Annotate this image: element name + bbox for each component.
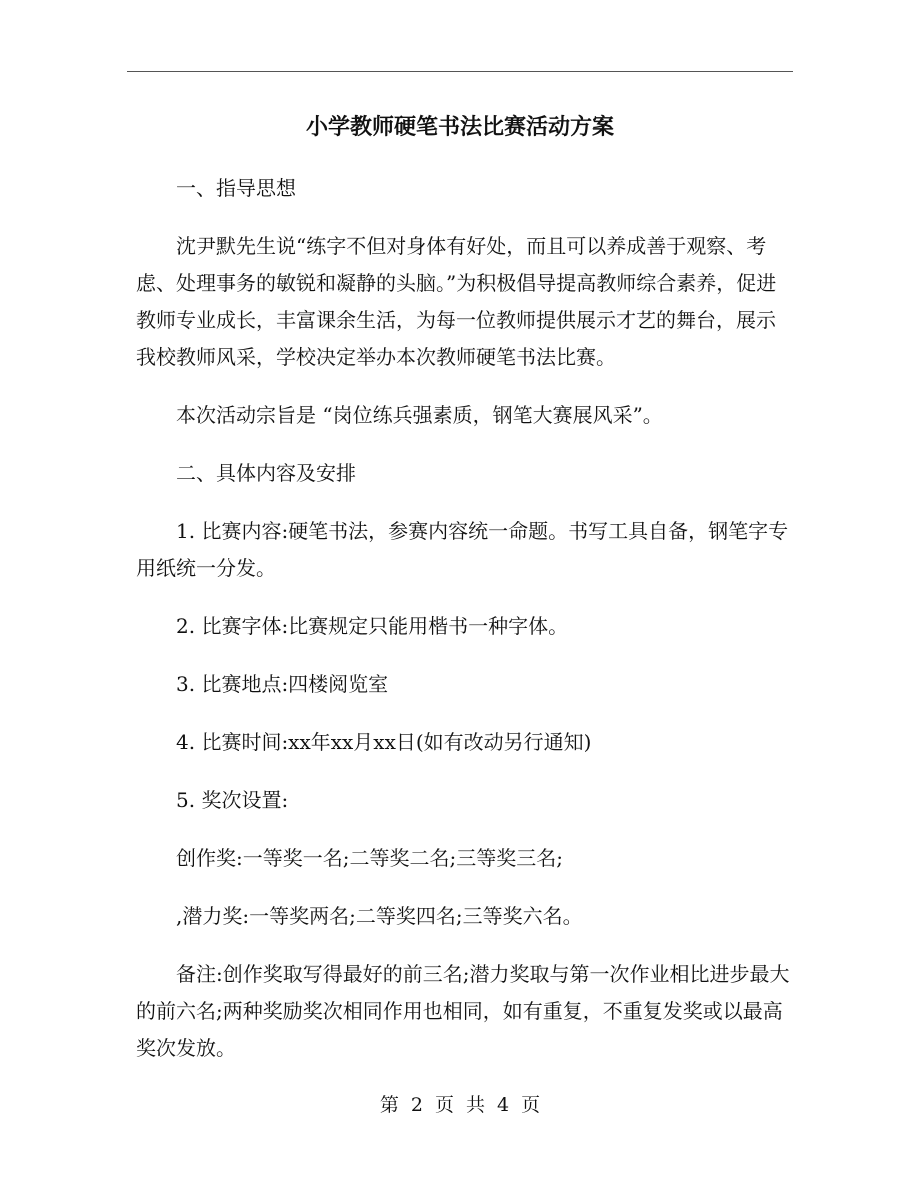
list-item-font: 2. 比赛字体:比赛规定只能用楷书一种字体。	[176, 614, 569, 638]
list-item-content: 1. 比赛内容:硬笔书法，参赛内容统一命题。书写工具自备，钢笔字专用纸统一分发。	[136, 519, 789, 580]
paragraph-potential-award: ,潜力奖:一等奖两名;二等奖四名;三等奖六名。	[176, 904, 583, 928]
document-body	[136, 170, 791, 1067]
list-item-time: 4. 比赛时间:xx年xx月xx日(如有改动另行通知)	[176, 730, 592, 754]
section-heading-guiding-ideas: 一、指导思想	[176, 176, 296, 200]
list-item-awards: 5. 奖次设置:	[176, 788, 289, 812]
page-number: 第 2 页 共 4 页	[379, 1094, 541, 1116]
paragraph-intro: 沈尹默先生说“练字不但对身体有好处，而且可以养成善于观察、考虑、处理事务的敏锐和凝静的头脑。”为积极倡导提高教师综合素养，促进教师专业成长，丰富课余生活，为每一位教师提供展示才艺的舞台，展示我校教师风采，学校决定举办本次教师硬笔书法比赛。	[136, 234, 777, 369]
paragraph-remarks: 备注:创作奖取写得最好的前三名;潜力奖取与第一次作业相比进步最大的前六名;两种奖励奖次相同作用也相同，如有重复，不重复发奖或以最高奖次发放。	[136, 962, 790, 1060]
header-rule	[127, 71, 793, 72]
section-heading-arrangements: 二、具体内容及安排	[176, 461, 356, 485]
list-item-location: 3. 比赛地点:四楼阅览室	[176, 672, 389, 696]
paragraph-creative-award: 创作奖:一等奖一名;二等奖二名;三等奖三名;	[176, 846, 563, 870]
paragraph-purpose: 本次活动宗旨是 “岗位练兵强素质，钢笔大赛展风采”。	[176, 403, 663, 427]
document-title: 小学教师硬笔书法比赛活动方案	[305, 114, 614, 140]
